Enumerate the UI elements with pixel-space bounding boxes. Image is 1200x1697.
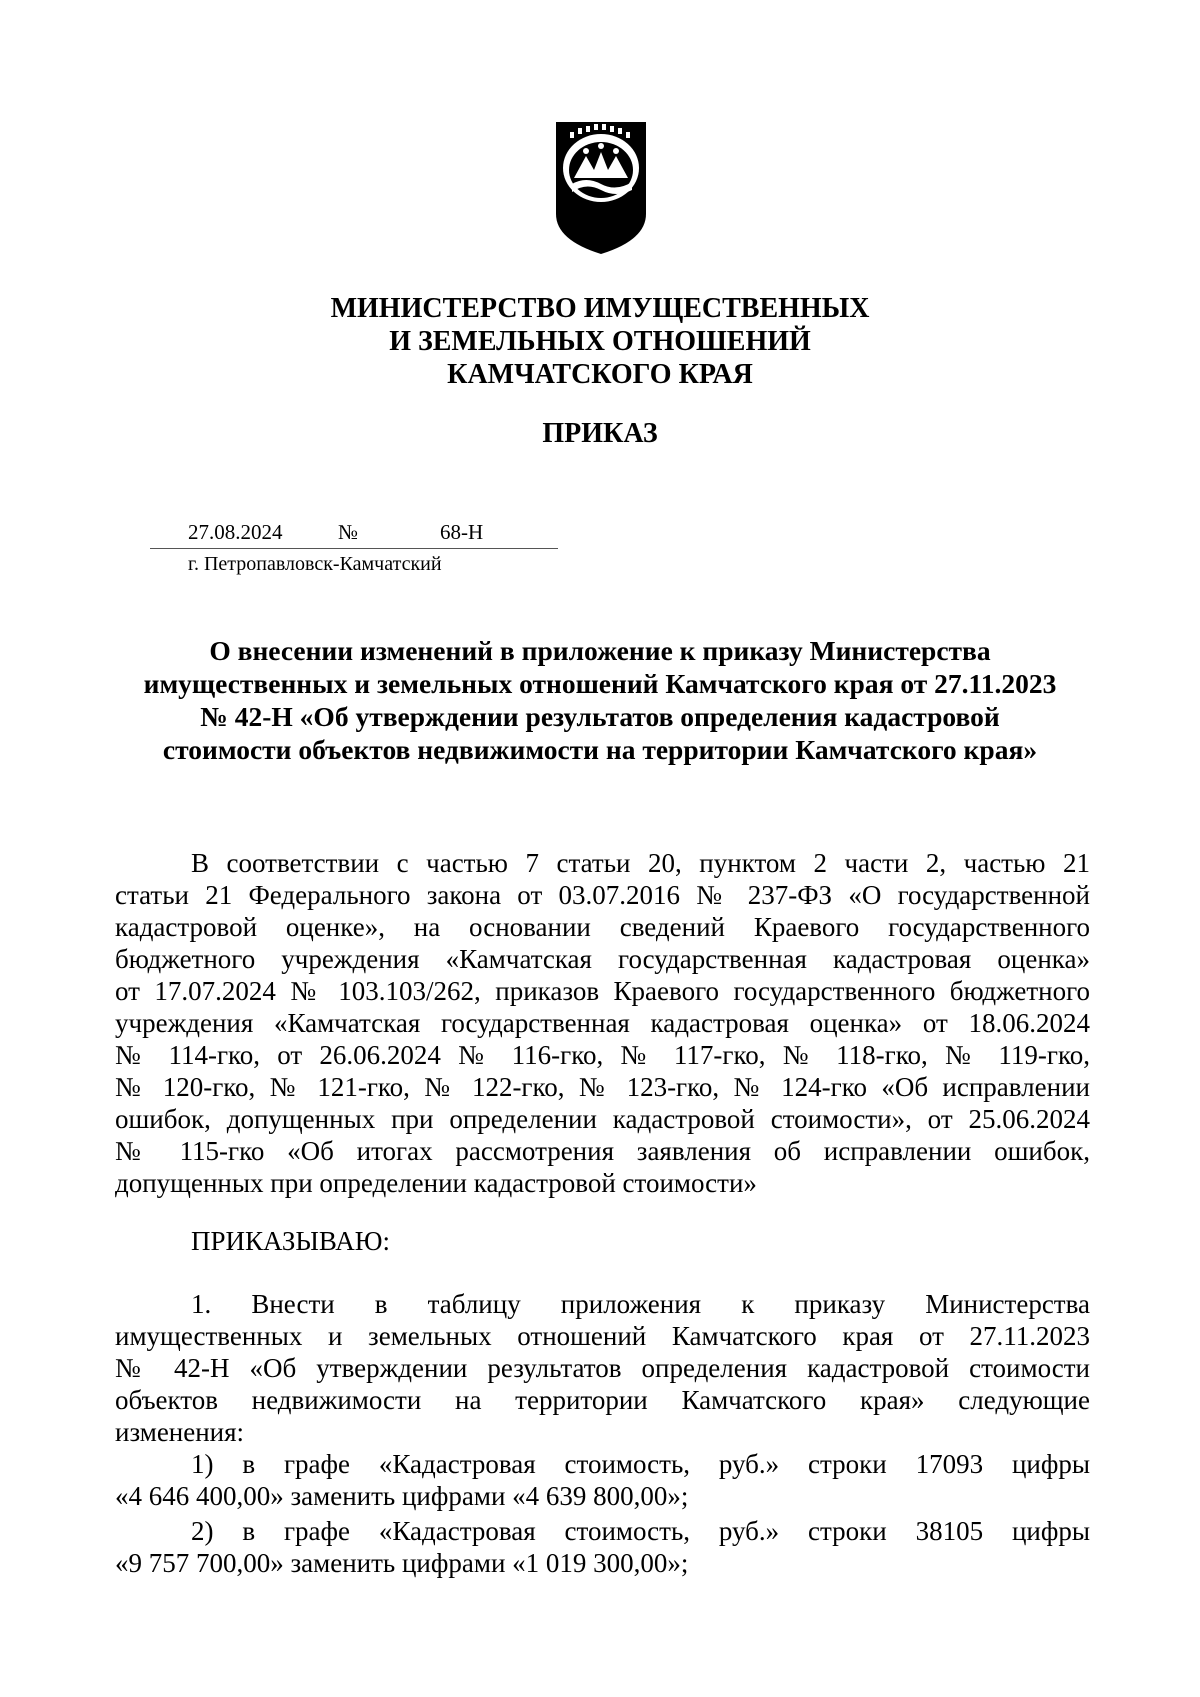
number-sign: № — [338, 520, 359, 544]
ministry-line: МИНИСТЕРСТВО ИМУЩЕСТВЕННЫХ — [330, 293, 870, 324]
title-line: О внесении изменений в приложение к приказу Министерства — [209, 635, 991, 666]
item-line: 1. Внести в таблицу приложения к приказу Министерства — [191, 1289, 1090, 1319]
title-line: № 42-Н «Об утверждении результатов определения кадастровой — [200, 701, 1000, 732]
ministry-line: КАМЧАТСКОГО КРАЯ — [447, 359, 753, 390]
preamble-line: кадастровой оценке», на основании сведений Краевого государственного — [115, 912, 1090, 942]
date-number-line — [150, 518, 558, 549]
item-line: объектов недвижимости на территории Камчатского края» следующие — [115, 1385, 1090, 1415]
document-title — [0, 634, 1200, 766]
preamble-line: ошибок, допущенных при определении кадастровой стоимости», от 25.06.2024 — [115, 1104, 1090, 1134]
document-date: 27.08.2024 — [188, 520, 283, 544]
preamble-line: В соответствии с частью 7 статьи 20, пунктом 2 части 2, частью 21 — [191, 848, 1090, 878]
title-line: стоимости объектов недвижимости на территории Камчатского края» — [162, 734, 1038, 765]
preamble-line: № 120-гко, № 121-гко, № 122-гко, № 123-гко, № 124-гко «Об исправлении — [115, 1072, 1090, 1102]
city: г. Петропавловск-Камчатский — [188, 553, 442, 575]
ministry-name — [0, 292, 1200, 391]
preamble-line: учреждения «Камчатская государственная кадастровая оценка» от 18.06.2024 — [115, 1008, 1090, 1038]
preamble-line: № 115-гко «Об итогах рассмотрения заявления об исправлении ошибок, — [115, 1136, 1090, 1166]
coat-of-arms-emblem — [552, 118, 650, 256]
preamble-line: № 114-гко, от 26.06.2024 № 116-гко, № 117-гко, № 118-гко, № 119-гко, — [115, 1040, 1090, 1070]
item-line: № 42-Н «Об утверждении результатов определения кадастровой стоимости — [115, 1353, 1090, 1383]
subitem-line: 2) в графе «Кадастровая стоимость, руб.» строки 38105 цифры — [191, 1516, 1090, 1546]
ministry-line: И ЗЕМЕЛЬНЫХ ОТНОШЕНИЙ — [389, 326, 811, 357]
preamble-line: бюджетного учреждения «Камчатская государственная кадастровая оценка» — [115, 944, 1090, 974]
subitem-line: 1) в графе «Кадастровая стоимость, руб.» строки 17093 цифры — [191, 1449, 1090, 1479]
preamble-line: допущенных при определении кадастровой стоимости» — [115, 1168, 757, 1198]
preamble-line: статьи 21 Федерального закона от 03.07.2016 № 237-ФЗ «О государственной — [115, 880, 1090, 910]
document-kind: ПРИКАЗ — [542, 418, 658, 449]
subitem-line: «9 757 700,00» заменить цифрами «1 019 300,00»; — [115, 1548, 689, 1578]
item-line: имущественных и земельных отношений Камчатского края от 27.11.2023 — [115, 1321, 1090, 1351]
preamble-line: от 17.07.2024 № 103.103/262, приказов Краевого государственного бюджетного — [115, 976, 1090, 1006]
subitem-line: «4 646 400,00» заменить цифрами «4 639 800,00»; — [115, 1481, 689, 1511]
title-line: имущественных и земельных отношений Камчатского края от 27.11.2023 — [143, 668, 1057, 699]
item-line: изменения: — [115, 1417, 245, 1447]
order-word: ПРИКАЗЫВАЮ: — [191, 1226, 390, 1256]
document-number: 68-Н — [440, 520, 484, 544]
